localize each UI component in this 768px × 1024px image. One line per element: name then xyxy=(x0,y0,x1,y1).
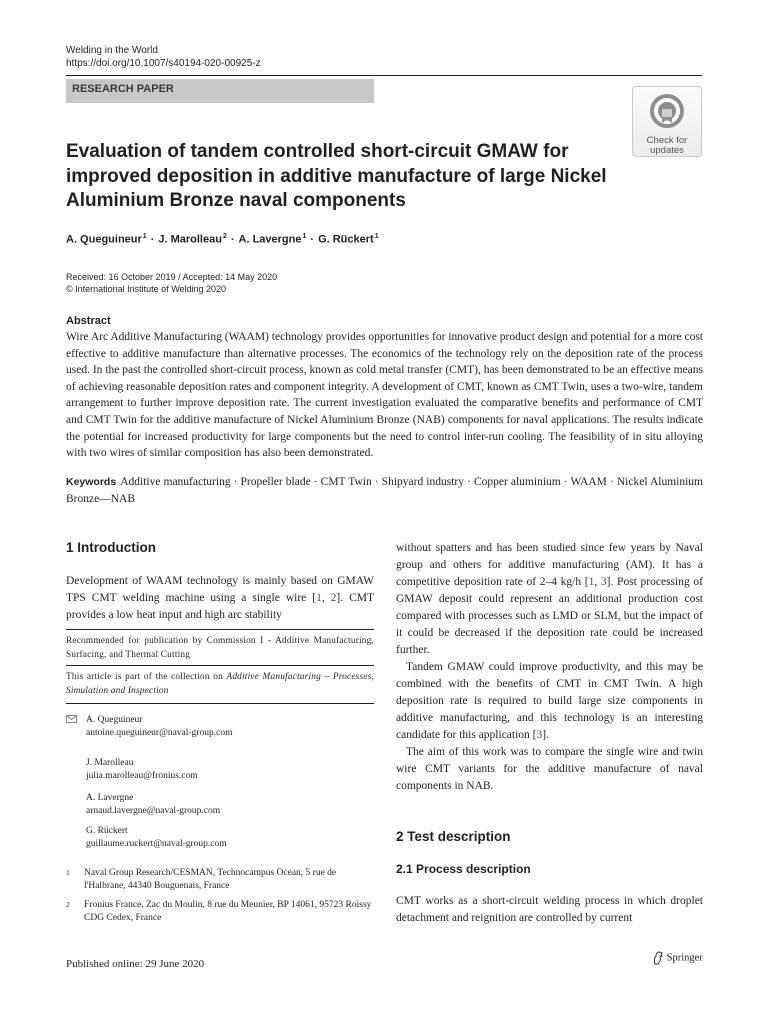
section-heading-introduction: 1 Introduction xyxy=(66,540,156,555)
intro-continuation xyxy=(396,540,703,795)
contact-email[interactable]: arnaud.lavergne@naval-group.com xyxy=(86,806,221,816)
footnote-rule xyxy=(66,629,374,630)
publisher-logo xyxy=(652,951,703,965)
intro-paragraph: Development of WAAM technology is mainly based on GMAW TPS CMT welding machine using a single wire [1, 2]. CMT provides a low heat input and high arc stability xyxy=(66,575,375,621)
author-affiliation-mark: 1 xyxy=(142,233,147,240)
author-name: J. Marolleau xyxy=(158,233,222,246)
author-separator: · xyxy=(150,233,155,246)
abstract-text: Wire Arc Additive Manufacturing (WAAM) technology provides opportunities for innovative product design and potential for a more cost effective to additive manufacture than alternative processes. The economics of the technology rely on the deposition rate of the process used. In the past the controlled short-circuit process, known as cold metal transfer (CMT), has been demonstrated to be an effective means of achieving reasonable deposition rates and component integrity. A development of CMT, known as CMT Twin, uses a two-wire, tandem arrangement to further improve deposition rate. The current investigation evaluated the comparative benefits and performance of CMT and CMT Twin for the additive manufacture of Nickel Aluminium Bronze (NAB) components for naval applications. The results indicate the potential for increased productivity for large components but the need to control inter-run cooling. The feasibility of in situ alloying with two wires of similar composition has also been demonstrated. xyxy=(66,331,703,460)
subsection-heading-process-description: 2.1 Process description xyxy=(396,862,531,876)
affiliation-number: 1 xyxy=(66,868,70,877)
collection-note: This article is part of the collection on Additive Manufacturing – Processes, Simulation and Inspection xyxy=(66,672,374,696)
author-affiliation-mark: 1 xyxy=(302,233,307,240)
citation-link[interactable]: 3 xyxy=(536,729,543,741)
intro-paragraph: without spatters and has been studied since few years by Naval group and others for additive manufacturing (AM). It has a competitive deposition rate of 2–4 kg/h [1, 3]. Post processing of GMAW deposit could represent an additional production cost compared with processes such as LMD or SLM, but the impact of it could be decreased if the deposition rate could be increased further. xyxy=(396,542,703,656)
collection-title-link[interactable]: Additive Manufacturing – Processes, Simulation and Inspection xyxy=(66,672,374,696)
contact-name: A. Queguineur xyxy=(86,715,143,725)
published-online: Published online: 29 June 2020 xyxy=(66,958,205,970)
publisher-name: Springer xyxy=(666,952,703,964)
section-heading-test-description: 2 Test description xyxy=(396,829,511,844)
contact-entry xyxy=(86,825,227,851)
affiliation-text: Naval Group Research/CESMAN, Technocampus Ocean, 5 rue de l'Halbrane, 44340 Bouguenais, France xyxy=(84,868,337,891)
affiliation-text: Fronius France, Zac du Moulin, 8 rue du Meunier, BP 14061, 95723 Roissy CDG Cedex, France xyxy=(84,900,372,923)
badge-label: Check for updates xyxy=(646,135,688,156)
author-list xyxy=(66,233,379,246)
author-affiliation-mark: 1 xyxy=(374,233,379,240)
contact-name: A. Lavergne xyxy=(86,793,134,803)
contact-entry xyxy=(86,792,220,818)
process-paragraph: CMT works as a short-circuit welding process in which droplet detachment and reignition are controlled by current xyxy=(396,895,703,924)
abstract-heading: Abstract xyxy=(66,315,111,327)
paper-title: Evaluation of tandem controlled short-circuit GMAW for improved deposition in additive manufacture of large Nickel Aluminium Bronze naval components xyxy=(66,141,607,211)
envelope-icon xyxy=(66,715,77,723)
keywords-label: Keywords xyxy=(66,476,117,488)
contact-entry xyxy=(86,714,232,740)
keywords-text: Additive manufacturing · Propeller blade · CMT Twin · Shipyard industry · Copper aluminium · WAAM · Nickel Aluminium Bronze—NAB xyxy=(66,476,703,505)
copyright-line: © International Institute of Welding 2020 xyxy=(66,284,227,294)
affiliation-number: 2 xyxy=(66,900,70,909)
citation-link[interactable]: 3 xyxy=(600,576,607,588)
footnote-rule xyxy=(66,703,374,704)
author-name: A. Queguineur xyxy=(66,233,142,246)
header-rule xyxy=(66,75,702,76)
citation-link[interactable]: 2 xyxy=(330,592,337,604)
article-type-bar: RESEARCH PAPER xyxy=(66,79,374,103)
springer-horse-icon xyxy=(652,951,664,965)
journal-name: Welding in the World xyxy=(66,45,158,56)
author-name: G. Rückert xyxy=(318,233,374,246)
author-name: A. Lavergne xyxy=(238,233,302,246)
contact-name: J. Marolleau xyxy=(86,758,134,768)
citation-link[interactable]: 1 xyxy=(588,576,595,588)
received-accepted: Received: 16 October 2019 / Accepted: 14 May 2020 xyxy=(66,272,278,282)
crossmark-icon xyxy=(648,92,686,130)
contact-name: G. Rückert xyxy=(86,826,128,836)
doi-link[interactable]: https://doi.org/10.1007/s40194-020-00925-z xyxy=(66,58,261,69)
keywords xyxy=(66,474,703,507)
check-for-updates-badge[interactable] xyxy=(632,86,702,157)
intro-paragraph: The aim of this work was to compare the single wire and twin wire CMT variants for the additive manufacture of naval components in NAB. xyxy=(396,746,703,792)
intro-paragraph: Tandem GMAW could improve productivity, and this may be combined with the benefits of CMT in CMT Twin. A high deposition rate is required to build large size components in additive manufacturing, and this technology is an interesting candidate for this application [3]. xyxy=(396,661,703,741)
footnote-rule xyxy=(66,665,374,666)
author-separator: · xyxy=(310,233,315,246)
author-affiliation-mark: 2 xyxy=(222,233,227,240)
author-separator: · xyxy=(230,233,235,246)
recommendation-note: Recommended for publication by Commission I - Additive Manufacturing, Surfacing, and Thermal Cutting xyxy=(66,636,374,660)
journal-header xyxy=(66,44,261,70)
contact-entry xyxy=(86,757,198,783)
article-dates xyxy=(66,271,277,295)
contact-email[interactable]: guillaume.ruckert@naval-group.com xyxy=(86,839,227,849)
contact-email[interactable]: julia.marolleau@fronius.com xyxy=(86,771,198,781)
citation-link[interactable]: 1 xyxy=(316,592,322,604)
contact-email[interactable]: antoine.queguineur@naval-group.com xyxy=(86,728,233,738)
